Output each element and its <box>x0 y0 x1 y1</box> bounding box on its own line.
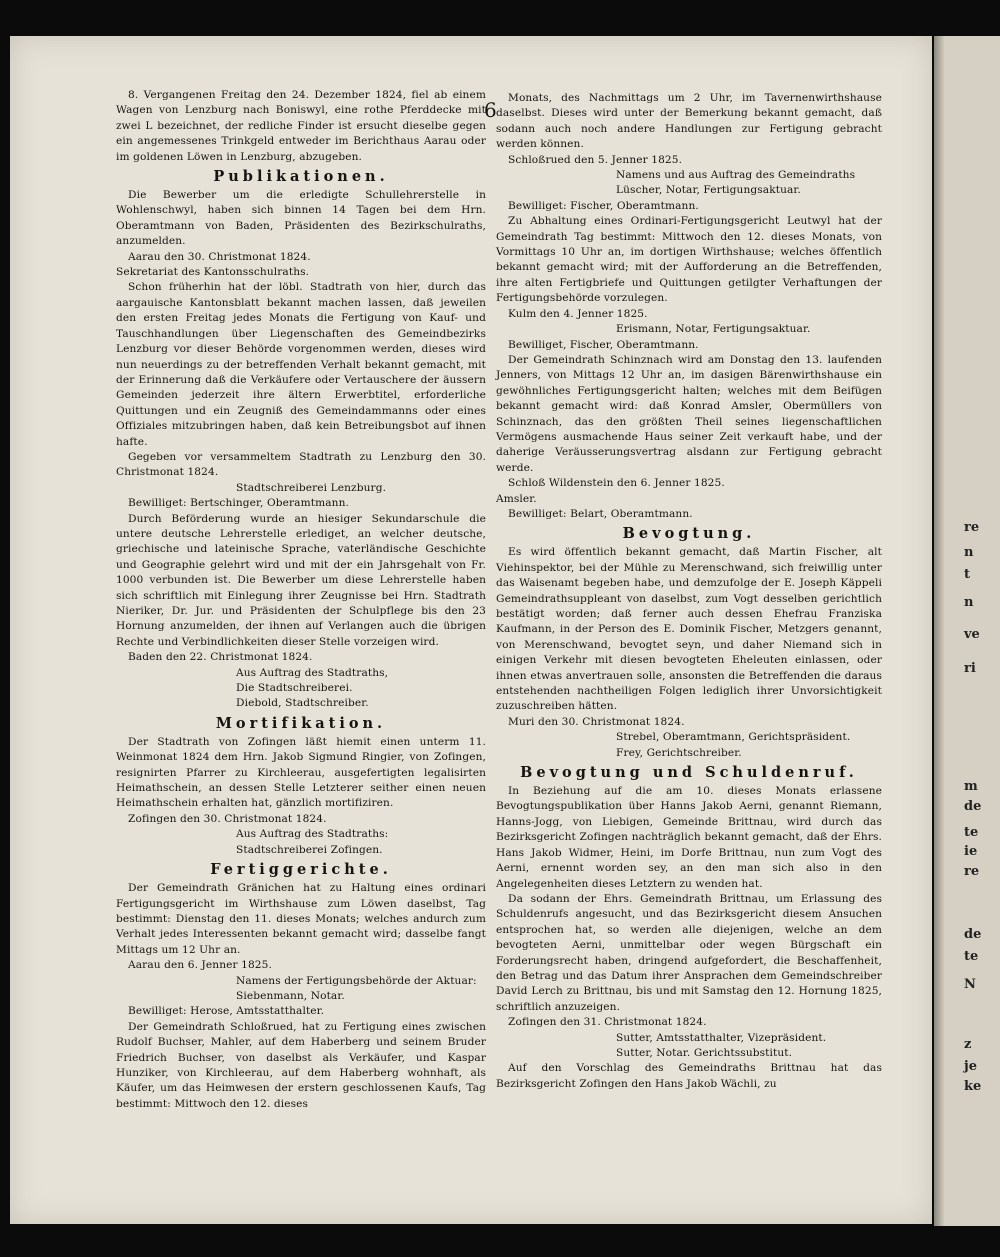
section-heading: Bevogtung. <box>622 525 756 543</box>
paragraph: Zu Abhaltung eines Ordinari-Fertigungsgericht Leutwyl hat der Gemeindrath Tag bestimmt: Mittwoch den 12. dieses Monats, von Vormittags 10 Uhr an, im dortigen Wirthshause; welches öffentlich bekannt gemacht wird; mit der Aufforderung an die Betreffenden, ihre alten Fertigbriefe und Quittungen getilgter Verhaftungen der Fertigungsbehörde vorzulegen. <box>496 215 882 305</box>
paragraph: Bewilliget, Fischer, Oberamtmann. <box>508 338 699 351</box>
paragraph: Der Gemeindrath Schinznach wird am Donstag den 13. laufenden Jenners, von Mittags 12 Uhr an, im dasigen Bärenwirthshause ein gewöhnliches Fertigungsgericht halten; welches mit dem Beifügen bekannt gemacht wird: daß Konrad Amsler, Obermüllers von Schinznach, das den größten Theil seines liegenschaftlichen Vermögens ausmachende Haus seiner Zeit verkauft habe, und der daherige Veräusserungsvertrag alsdann zur Fertigung gebracht werde. <box>496 353 882 474</box>
paragraph: Aarau den 30. Christmonat 1824. <box>128 250 311 263</box>
paragraph: Gegeben vor versammeltem Stadtrath zu Lenzburg den 30. Christmonat 1824. <box>116 450 486 479</box>
adjacent-page-fragment: ri <box>964 661 976 676</box>
signature-line: Diebold, Stadtschreiber. <box>236 697 369 710</box>
paragraph: Kulm den 4. Jenner 1825. <box>508 307 648 320</box>
adjacent-page-fragment: re <box>964 864 980 879</box>
adjacent-page-fragment: de <box>964 799 982 814</box>
paragraph: Bewilliget: Herose, Amtsstatthalter. <box>128 1005 325 1018</box>
page-fold <box>934 36 944 1226</box>
paragraph: Muri den 30. Christmonat 1824. <box>508 715 685 728</box>
paragraph: Der Gemeindrath Schloßrued, hat zu Fertigung eines zwischen Rudolf Buchser, Mahler, auf dem Haberberg und seinem Bruder Friedrich Buchser, von daselbst als Verkäufer, und Kaspar Hunziker, von Kirchleerau, auf dem Haberberg wohnhaft, als Käufer, um das Heimwesen der erstern geschlossenen Kaufs, Tag bestimmt: Mittwoch den 12. dieses <box>116 1020 486 1110</box>
signature-line: Siebenmann, Notar. <box>236 989 345 1002</box>
signature-line: Frey, Gerichtschreiber. <box>616 746 742 759</box>
signature-line: Stadtschreiberei Zofingen. <box>236 843 383 856</box>
signature-line: Aus Auftrag des Stadtraths, <box>236 666 389 679</box>
paragraph: Schloß Wildenstein den 6. Jenner 1825. <box>508 477 725 490</box>
adjacent-page-fragment: ve <box>964 627 980 642</box>
paragraph: Schon früherhin hat der löbl. Stadtrath von hier, durch das aargauische Kantonsblatt bekannt machen lassen, daß jeweilen den ersten Freitag jedes Monats die Fertigung von Kauf- und Tauschhandlungen über Liegenschaften des Gemeindbezirks Lenzburg vor dieser Behörde vorgenommen werden, dieses wird nun neuerdings zu der betreffenden Verhalt bekannt gemacht, mit der Erinnerung daß die Verkäufere oder Vertauschere der äussern Gemeinden jederzeit ihre ältern Erwerbtitel, erforderliche Quittungen und ein Zeugniß des Gemeindammanns oder eines Offiziales mitzubringen haben, daß kein Betreibungsbot auf ihnen hafte. <box>116 281 486 448</box>
paragraph: Da sodann der Ehrs. Gemeindrath Brittnau, um Erlassung des Schuldenrufs angesucht, und das Bezirksgericht diesem Ansuchen entsprochen hat, so werden alle diejenigen, welche an dem bevogteten Aerni, unmittelbar oder wegen Bürgschaft ein Forderungsrecht haben, dringend aufgefordert, die Beschaffenheit, den Betrag und das Datum ihrer Ansprachen dem Gemeindschreiber David Lerch zu Brittnau, bis und mit Samstag den 12. Hornung 1825, schriftlich anzuzeigen. <box>496 892 882 1013</box>
signature-line: Sutter, Notar. Gerichtssubstitut. <box>616 1046 793 1059</box>
signature-line: Stadtschreiberei Lenzburg. <box>236 481 387 494</box>
signature-line: Strebel, Oberamtmann, Gerichtspräsident. <box>616 731 851 744</box>
signature-line: Erismann, Notar, Fertigungsaktuar. <box>616 323 811 336</box>
paragraph: Baden den 22. Christmonat 1824. <box>128 651 313 664</box>
section-heading: Bevogtung und Schuldenruf. <box>520 764 858 782</box>
paragraph: Aarau den 6. Jenner 1825. <box>128 959 272 972</box>
signature-line: Namens und aus Auftrag des Gemeindraths <box>616 169 856 182</box>
signature-line: Sutter, Amtsstatthalter, Vizepräsident. <box>616 1031 827 1044</box>
right-column <box>496 91 882 1092</box>
paragraph: Die Bewerber um die erledigte Schullehrerstelle in Wohlenschwyl, haben sich binnen 14 Tagen bei dem Hrn. Oberamtmann von Baden, Präsidenten des Bezirkschulraths, anzumelden. <box>116 189 486 248</box>
adjacent-page-fragment: z <box>964 1037 972 1052</box>
page-number: 6 <box>484 98 497 122</box>
paragraph: In Beziehung auf die am 10. dieses Monats erlassene Bevogtungspublikation über Hanns Jakob Aerni, genannt Riemann, Hanns-Jogg, von Liebigen, Gemeinde Brittnau, wird durch das Bezirksgericht Zofingen nachträglich bekannt gemacht, daß der Ehrs. Hans Jakob Widmer, Heini, im Dorfe Brittnau, nun zum Vogt des Aerni, ernennt worden sey, an den man sich also in den Angelegenheiten dieses Letztern zu wenden hat. <box>496 785 882 890</box>
section-heading: Mortifikation. <box>215 714 387 732</box>
adjacent-page-fragment: m <box>964 779 978 794</box>
adjacent-page-edge <box>934 36 1000 1226</box>
adjacent-page-fragment: te <box>964 825 979 840</box>
adjacent-page-fragment: N <box>964 977 976 992</box>
signature-line: Amsler. <box>496 492 537 505</box>
adjacent-page-fragment: n <box>964 595 974 610</box>
adjacent-page-fragment: ie <box>964 844 978 859</box>
paragraph: Der Stadtrath von Zofingen läßt hiemit einen unterm 11. Weinmonat 1824 dem Hrn. Jakob Sigmund Ringier, von Zofingen, resignirten Pfarrer zu Kirchleerau, ausgefertigten legalisirten Heimathschein, an dessen Stelle Letzterer seither einen neuen Heimathschein erhalten hat, gänzlich mortifiziren. <box>116 735 486 810</box>
signature-line: Namens der Fertigungsbehörde der Aktuar: <box>236 974 477 987</box>
adjacent-page-fragment: je <box>964 1059 977 1074</box>
paragraph: Schloßrued den 5. Jenner 1825. <box>508 153 683 166</box>
left-column <box>116 88 486 1112</box>
paragraph: Bewilliget: Bertschinger, Oberamtmann. <box>128 497 349 510</box>
signature-line: Aus Auftrag des Stadtraths: <box>236 828 389 841</box>
paragraph: 8. Vergangenen Freitag den 24. Dezember 1824, fiel ab einem Wagen von Lenzburg nach Boniswyl, eine rothe Pferddecke mit zwei L bezeichnet, der redliche Finder ist ersucht dieselbe gegen ein angemessenes Trinkgeld entweder im Berichthaus Aarau oder im goldenen Löwen in Lenzburg, abzugeben. <box>116 89 486 163</box>
paragraph: Durch Beförderung wurde an hiesiger Sekundarschule die untere deutsche Lehrerstelle erlediget, an welcher deutsche, griechische und lateinische Sprache, vaterländische Geschichte und Geographie gelehrt wird und mit der ein Jahrsgehalt von Fr. 1000 verbunden ist. Die Bewerber um diese Lehrerstelle haben sich schriftlich mit Einlegung ihrer Zeugnisse bei Hrn. Stadtrath Nieriker, Dr. Jur. und Präsidenten der Schulpflege bis den 23 Hornung anzumelden, der ihnen auf Verlangen auch die übrigen Rechte und Verbindlichkeiten dieser Stelle vorzeigen wird. <box>116 512 486 648</box>
adjacent-page-fragment: t <box>964 567 971 582</box>
adjacent-page-fragment: de <box>964 927 982 942</box>
adjacent-page-fragment: n <box>964 545 974 560</box>
paragraph: Der Gemeindrath Gränichen hat zu Haltung eines ordinari Fertigungsgericht im Wirthshause zum Löwen daselbst, Tag bestimmt: Dienstag den 11. dieses Monats; welches andurch zum Verhalt jedes Interessenten bekannt gemacht wird; dasselbe fangt Mittags um 12 Uhr an. <box>116 882 486 956</box>
adjacent-page-fragment: re <box>964 520 980 535</box>
paragraph: Es wird öffentlich bekannt gemacht, daß Martin Fischer, alt Viehinspektor, bei der Mühle zu Merenschwand, sich freiwillig unter das Waisenamt begeben habe, und demzufolge der E. Joseph Käppeli Gemeindrathsuppleant von daselbst, zum Vogt desselben gerichtlich bestätigt worden; daß ferner auch dessen Ehefrau Franziska Kaufmann, in der Person des E. Dominik Fischer, Metzgers genannt, von Merenschwand, bevogtet seyn, und daher Niemand sich in einigen Verkehr mit diesen bevogteten Eheleuten einlassen, oder ihnen etwas anvertrauen solle, ansonsten die Betreffenden die daraus entstehenden nachtheiligen Folgen lediglich ihrer Unvorsichtigkeit zuzuschreiben hätten. <box>496 546 882 713</box>
paragraph: Bewilliget: Belart, Oberamtmann. <box>508 507 693 520</box>
centered-line: Sekretariat des Kantonsschulraths. <box>116 266 310 279</box>
signature-line: Die Stadtschreiberei. <box>236 682 353 695</box>
paragraph: Zofingen den 31. Christmonat 1824. <box>508 1016 707 1029</box>
paragraph: Bewilliget: Fischer, Oberamtmann. <box>508 199 699 212</box>
adjacent-page-fragment: te <box>964 949 979 964</box>
section-heading: Fertiggerichte. <box>210 861 392 879</box>
adjacent-page-fragment: ke <box>964 1079 982 1094</box>
section-heading: Publikationen. <box>213 168 389 186</box>
paragraph: Zofingen den 30. Christmonat 1824. <box>128 812 327 825</box>
paragraph: Monats, des Nachmittags um 2 Uhr, im Tavernenwirthshause daselbst. Dieses wird unter der Bemerkung bekannt gemacht, daß sodann auch noch andere Handlungen zur Fertigung gebracht werden können. <box>496 92 882 151</box>
signature-line: Lüscher, Notar, Fertigungsaktuar. <box>616 184 801 197</box>
paragraph: Auf den Vorschlag des Gemeindraths Brittnau hat das Bezirksgericht Zofingen den Hans Jakob Wächli, zu <box>496 1062 882 1090</box>
